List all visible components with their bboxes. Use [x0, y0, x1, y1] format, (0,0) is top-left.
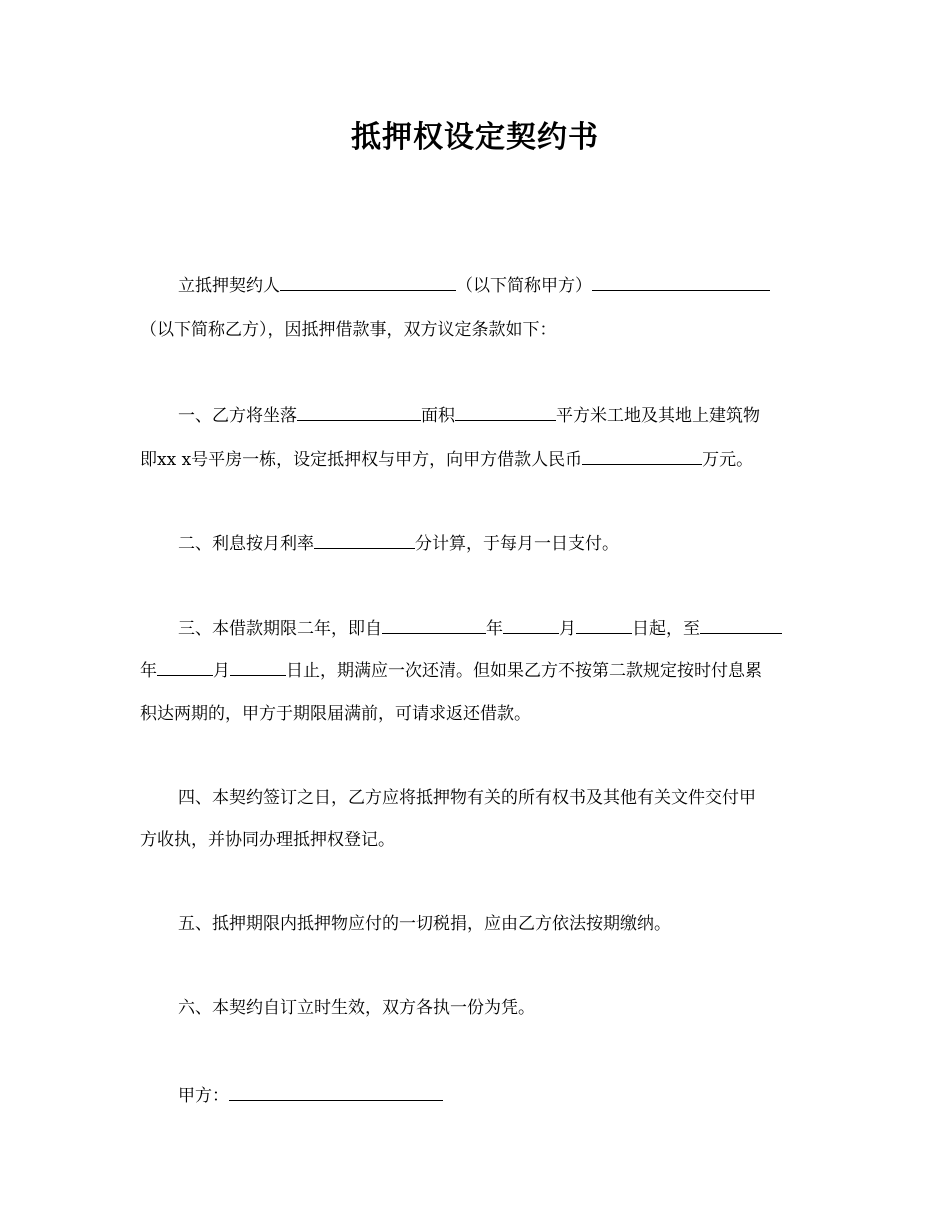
- party-a-name-blank[interactable]: [280, 274, 456, 291]
- start-day-blank[interactable]: [576, 617, 632, 634]
- party-a-label: 甲方：: [178, 1086, 229, 1106]
- article-1-text-e: 万元。: [702, 450, 754, 470]
- article-3-text-e: 年: [140, 661, 157, 681]
- article-6-line: 六、本契约自订立时生效，双方各执一份为凭。: [178, 998, 535, 1018]
- document-title: 抵押权设定契约书: [351, 120, 599, 155]
- article-3-line-2: [140, 659, 820, 683]
- article-3-text-c: 月: [559, 619, 576, 639]
- article-3-text-a: 三、本借款期限二年，即自: [178, 619, 382, 639]
- party-a-signature-blank[interactable]: [229, 1084, 443, 1101]
- article-5-line: 五、抵押期限内抵押物应付的一切税捐，应由乙方依法按期缴纳。: [178, 914, 671, 934]
- article-3-text-f: 月: [213, 661, 230, 681]
- intro-line-1: [178, 274, 818, 298]
- article-3-text-d: 日起，至: [632, 619, 700, 639]
- article-3-line-3: 积达两期的，甲方于期限届满前，可请求返还借款。: [140, 704, 531, 724]
- end-month-blank[interactable]: [157, 659, 213, 676]
- location-blank[interactable]: [297, 404, 421, 421]
- article-3-text-g: 日止，期满应一次还清。但如果乙方不按第二款规定按时付息累: [286, 661, 762, 681]
- end-year-blank-part1[interactable]: [700, 617, 782, 634]
- article-4-line-2: 方收执，并协同办理抵押权登记。: [140, 830, 395, 850]
- intro-line-2: （以下简称乙方），因抵押借款事，双方议定条款如下：: [140, 320, 557, 340]
- article-2-text-a: 二、利息按月利率: [178, 534, 314, 554]
- start-month-blank[interactable]: [503, 617, 559, 634]
- article-4-line-1: 四、本契约签订之日，乙方应将抵押物有关的所有权书及其他有关文件交付甲: [178, 788, 756, 808]
- area-blank[interactable]: [455, 404, 556, 421]
- article-1-line-2: [140, 448, 820, 472]
- article-3-text-b: 年: [486, 619, 503, 639]
- article-3-line-1: [178, 617, 818, 641]
- article-2-text-b: 分计算，于每月一日支付。: [415, 534, 619, 554]
- loan-amount-blank[interactable]: [582, 448, 702, 465]
- party-b-name-blank[interactable]: [592, 274, 770, 291]
- article-2-line: [178, 532, 818, 556]
- interest-rate-blank[interactable]: [314, 532, 415, 549]
- party-a-signature-line: [178, 1084, 818, 1108]
- intro-party-label: 立抵押契约人: [178, 276, 280, 296]
- end-day-blank[interactable]: [230, 659, 286, 676]
- intro-party-a-note: （以下简称甲方）: [456, 276, 592, 296]
- article-1-text-d: 即xx x号平房一栋，设定抵押权与甲方，向甲方借款人民币: [140, 450, 583, 470]
- article-1-text-b: 面积: [421, 406, 455, 426]
- article-1-text-a: 一、乙方将坐落: [178, 406, 297, 426]
- article-1-line-1: [178, 404, 818, 428]
- start-year-blank[interactable]: [382, 617, 486, 634]
- article-1-text-c: 平方米工地及其地上建筑物: [556, 406, 760, 426]
